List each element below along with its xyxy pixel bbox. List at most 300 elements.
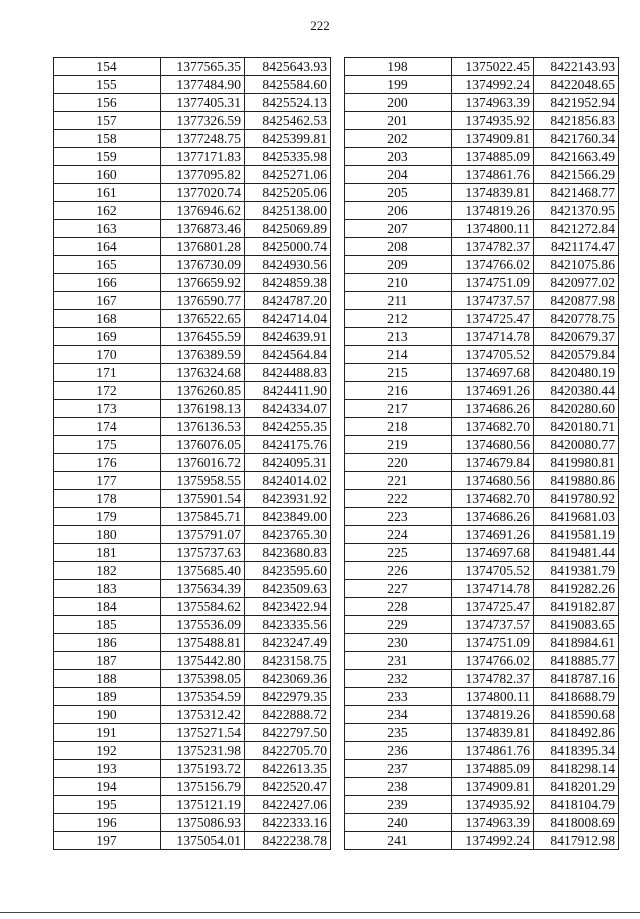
table-row	[54, 670, 331, 688]
point-number-cell: 233	[345, 688, 452, 706]
y-coordinate-cell: 8422979.35	[245, 688, 331, 706]
y-coordinate-cell: 8419880.86	[534, 472, 619, 490]
point-number-cell: 177	[54, 472, 161, 490]
x-coordinate-cell: 1376590.77	[161, 292, 245, 310]
point-number-cell: 212	[345, 310, 452, 328]
x-coordinate-cell: 1376389.59	[161, 346, 245, 364]
table-row	[54, 364, 331, 382]
x-coordinate-cell: 1374992.24	[452, 832, 534, 850]
x-coordinate-cell: 1374705.52	[452, 346, 534, 364]
table-row	[345, 382, 619, 400]
y-coordinate-cell: 8425271.06	[245, 166, 331, 184]
table-row	[345, 292, 619, 310]
x-coordinate-cell: 1376076.05	[161, 436, 245, 454]
y-coordinate-cell: 8418492.86	[534, 724, 619, 742]
point-number-cell: 165	[54, 256, 161, 274]
point-number-cell: 198	[345, 58, 452, 76]
x-coordinate-cell: 1375022.45	[452, 58, 534, 76]
point-number-cell: 181	[54, 544, 161, 562]
y-coordinate-cell: 8421952.94	[534, 94, 619, 112]
table-row	[54, 562, 331, 580]
y-coordinate-cell: 8424930.56	[245, 256, 331, 274]
x-coordinate-cell: 1374992.24	[452, 76, 534, 94]
x-coordinate-cell: 1374935.92	[452, 112, 534, 130]
table-row	[54, 706, 331, 724]
table-row	[54, 346, 331, 364]
y-coordinate-cell: 8421856.83	[534, 112, 619, 130]
point-number-cell: 161	[54, 184, 161, 202]
x-coordinate-cell: 1374714.78	[452, 580, 534, 598]
y-coordinate-cell: 8423422.94	[245, 598, 331, 616]
point-number-cell: 154	[54, 58, 161, 76]
table-row	[54, 454, 331, 472]
point-number-cell: 184	[54, 598, 161, 616]
x-coordinate-cell: 1375442.80	[161, 652, 245, 670]
table-row	[345, 274, 619, 292]
x-coordinate-cell: 1374725.47	[452, 598, 534, 616]
point-number-cell: 157	[54, 112, 161, 130]
point-number-cell: 164	[54, 238, 161, 256]
x-coordinate-cell: 1374680.56	[452, 436, 534, 454]
x-coordinate-cell: 1374751.09	[452, 634, 534, 652]
table-row	[345, 148, 619, 166]
x-coordinate-cell: 1376659.92	[161, 274, 245, 292]
x-coordinate-cell: 1374861.76	[452, 166, 534, 184]
table-row	[345, 472, 619, 490]
point-number-cell: 168	[54, 310, 161, 328]
x-coordinate-cell: 1377326.59	[161, 112, 245, 130]
y-coordinate-cell: 8421663.49	[534, 148, 619, 166]
point-number-cell: 201	[345, 112, 452, 130]
bottom-rule	[0, 912, 640, 913]
table-row	[54, 598, 331, 616]
y-coordinate-cell: 8421370.95	[534, 202, 619, 220]
point-number-cell: 237	[345, 760, 452, 778]
x-coordinate-cell: 1374935.92	[452, 796, 534, 814]
y-coordinate-cell: 8420877.98	[534, 292, 619, 310]
y-coordinate-cell: 8425205.06	[245, 184, 331, 202]
x-coordinate-cell: 1377171.83	[161, 148, 245, 166]
table-row	[345, 94, 619, 112]
y-coordinate-cell: 8418885.77	[534, 652, 619, 670]
x-coordinate-cell: 1377248.75	[161, 130, 245, 148]
x-coordinate-cell: 1374782.37	[452, 670, 534, 688]
table-row	[54, 778, 331, 796]
table-row	[54, 256, 331, 274]
x-coordinate-cell: 1376136.53	[161, 418, 245, 436]
point-number-cell: 197	[54, 832, 161, 850]
x-coordinate-cell: 1377020.74	[161, 184, 245, 202]
y-coordinate-cell: 8424488.83	[245, 364, 331, 382]
y-coordinate-cell: 8420977.02	[534, 274, 619, 292]
table-row	[54, 760, 331, 778]
x-coordinate-cell: 1376198.13	[161, 400, 245, 418]
y-coordinate-cell: 8418201.29	[534, 778, 619, 796]
point-number-cell: 211	[345, 292, 452, 310]
y-coordinate-cell: 8425000.74	[245, 238, 331, 256]
y-coordinate-cell: 8424095.31	[245, 454, 331, 472]
table-row	[54, 274, 331, 292]
y-coordinate-cell: 8420480.19	[534, 364, 619, 382]
point-number-cell: 210	[345, 274, 452, 292]
point-number-cell: 162	[54, 202, 161, 220]
y-coordinate-cell: 8419681.03	[534, 508, 619, 526]
table-row	[54, 418, 331, 436]
point-number-cell: 159	[54, 148, 161, 166]
point-number-cell: 217	[345, 400, 452, 418]
y-coordinate-cell: 8423509.63	[245, 580, 331, 598]
table-row	[345, 832, 619, 850]
x-coordinate-cell: 1376522.65	[161, 310, 245, 328]
table-row	[54, 130, 331, 148]
x-coordinate-cell: 1375312.42	[161, 706, 245, 724]
point-number-cell: 173	[54, 400, 161, 418]
table-row	[345, 346, 619, 364]
y-coordinate-cell: 8424639.91	[245, 328, 331, 346]
point-number-cell: 169	[54, 328, 161, 346]
x-coordinate-cell: 1376260.85	[161, 382, 245, 400]
table-row	[345, 670, 619, 688]
point-number-cell: 230	[345, 634, 452, 652]
table-row	[54, 400, 331, 418]
table-row	[345, 706, 619, 724]
x-coordinate-cell: 1375354.59	[161, 688, 245, 706]
table-row	[54, 94, 331, 112]
point-number-cell: 209	[345, 256, 452, 274]
table-row	[54, 76, 331, 94]
table-row	[345, 400, 619, 418]
x-coordinate-cell: 1375193.72	[161, 760, 245, 778]
x-coordinate-cell: 1374725.47	[452, 310, 534, 328]
x-coordinate-cell: 1374691.26	[452, 526, 534, 544]
table-row	[345, 76, 619, 94]
x-coordinate-cell: 1376873.46	[161, 220, 245, 238]
table-row	[345, 814, 619, 832]
y-coordinate-cell: 8424859.38	[245, 274, 331, 292]
table-row	[345, 796, 619, 814]
y-coordinate-cell: 8424411.90	[245, 382, 331, 400]
point-number-cell: 241	[345, 832, 452, 850]
y-coordinate-cell: 8419381.79	[534, 562, 619, 580]
point-number-cell: 186	[54, 634, 161, 652]
point-number-cell: 188	[54, 670, 161, 688]
x-coordinate-cell: 1374697.68	[452, 544, 534, 562]
table-row	[54, 148, 331, 166]
point-number-cell: 225	[345, 544, 452, 562]
x-coordinate-cell: 1377484.90	[161, 76, 245, 94]
y-coordinate-cell: 8418688.79	[534, 688, 619, 706]
y-coordinate-cell: 8422333.16	[245, 814, 331, 832]
point-number-cell: 199	[345, 76, 452, 94]
x-coordinate-cell: 1374705.52	[452, 562, 534, 580]
x-coordinate-cell: 1375536.09	[161, 616, 245, 634]
x-coordinate-cell: 1376324.68	[161, 364, 245, 382]
point-number-cell: 234	[345, 706, 452, 724]
y-coordinate-cell: 8425335.98	[245, 148, 331, 166]
point-number-cell: 178	[54, 490, 161, 508]
table-row	[345, 58, 619, 76]
point-number-cell: 195	[54, 796, 161, 814]
y-coordinate-cell: 8420380.44	[534, 382, 619, 400]
table-row	[345, 166, 619, 184]
y-coordinate-cell: 8423158.75	[245, 652, 331, 670]
x-coordinate-cell: 1374686.26	[452, 400, 534, 418]
x-coordinate-cell: 1374691.26	[452, 382, 534, 400]
table-row	[345, 490, 619, 508]
y-coordinate-cell: 8424175.76	[245, 436, 331, 454]
x-coordinate-cell: 1374800.11	[452, 220, 534, 238]
table-row	[54, 310, 331, 328]
table-row	[54, 616, 331, 634]
table-row	[54, 166, 331, 184]
x-coordinate-cell: 1374697.68	[452, 364, 534, 382]
x-coordinate-cell: 1374963.39	[452, 94, 534, 112]
y-coordinate-cell: 8420280.60	[534, 400, 619, 418]
y-coordinate-cell: 8422427.06	[245, 796, 331, 814]
point-number-cell: 172	[54, 382, 161, 400]
point-number-cell: 218	[345, 418, 452, 436]
y-coordinate-cell: 8419980.81	[534, 454, 619, 472]
point-number-cell: 227	[345, 580, 452, 598]
point-number-cell: 189	[54, 688, 161, 706]
x-coordinate-cell: 1375054.01	[161, 832, 245, 850]
page-number: 222	[310, 18, 330, 33]
point-number-cell: 183	[54, 580, 161, 598]
x-coordinate-cell: 1375488.81	[161, 634, 245, 652]
x-coordinate-cell: 1376016.72	[161, 454, 245, 472]
table-row	[345, 724, 619, 742]
point-number-cell: 171	[54, 364, 161, 382]
point-number-cell: 179	[54, 508, 161, 526]
table-row	[345, 544, 619, 562]
y-coordinate-cell: 8418787.16	[534, 670, 619, 688]
x-coordinate-cell: 1375737.63	[161, 544, 245, 562]
y-coordinate-cell: 8422143.93	[534, 58, 619, 76]
y-coordinate-cell: 8422048.65	[534, 76, 619, 94]
x-coordinate-cell: 1375121.19	[161, 796, 245, 814]
x-coordinate-cell: 1375845.71	[161, 508, 245, 526]
point-number-cell: 182	[54, 562, 161, 580]
table-row	[54, 508, 331, 526]
point-number-cell: 176	[54, 454, 161, 472]
point-number-cell: 203	[345, 148, 452, 166]
coordinate-table-left	[53, 57, 331, 850]
point-number-cell: 166	[54, 274, 161, 292]
coordinate-table-right	[344, 57, 619, 850]
x-coordinate-cell: 1374679.84	[452, 454, 534, 472]
x-coordinate-cell: 1374782.37	[452, 238, 534, 256]
x-coordinate-cell: 1376730.09	[161, 256, 245, 274]
point-number-cell: 174	[54, 418, 161, 436]
point-number-cell: 224	[345, 526, 452, 544]
y-coordinate-cell: 8424787.20	[245, 292, 331, 310]
y-coordinate-cell: 8420679.37	[534, 328, 619, 346]
table-row	[54, 742, 331, 760]
y-coordinate-cell: 8423335.56	[245, 616, 331, 634]
point-number-cell: 206	[345, 202, 452, 220]
point-number-cell: 214	[345, 346, 452, 364]
point-number-cell: 238	[345, 778, 452, 796]
y-coordinate-cell: 8422238.78	[245, 832, 331, 850]
y-coordinate-cell: 8421272.84	[534, 220, 619, 238]
x-coordinate-cell: 1374751.09	[452, 274, 534, 292]
x-coordinate-cell: 1374839.81	[452, 724, 534, 742]
y-coordinate-cell: 8420778.75	[534, 310, 619, 328]
point-number-cell: 229	[345, 616, 452, 634]
y-coordinate-cell: 8421566.29	[534, 166, 619, 184]
point-number-cell: 235	[345, 724, 452, 742]
point-number-cell: 185	[54, 616, 161, 634]
point-number-cell: 193	[54, 760, 161, 778]
table-row	[345, 508, 619, 526]
table-row	[54, 58, 331, 76]
point-number-cell: 191	[54, 724, 161, 742]
y-coordinate-cell: 8420080.77	[534, 436, 619, 454]
y-coordinate-cell: 8423069.36	[245, 670, 331, 688]
point-number-cell: 222	[345, 490, 452, 508]
table-row	[345, 742, 619, 760]
point-number-cell: 163	[54, 220, 161, 238]
table-row	[345, 328, 619, 346]
table-row	[345, 418, 619, 436]
table-row	[345, 256, 619, 274]
y-coordinate-cell: 8425138.00	[245, 202, 331, 220]
point-number-cell: 202	[345, 130, 452, 148]
table-row	[54, 202, 331, 220]
y-coordinate-cell: 8417912.98	[534, 832, 619, 850]
y-coordinate-cell: 8425069.89	[245, 220, 331, 238]
y-coordinate-cell: 8423849.00	[245, 508, 331, 526]
x-coordinate-cell: 1377095.82	[161, 166, 245, 184]
table-row	[54, 382, 331, 400]
table-row	[54, 472, 331, 490]
x-coordinate-cell: 1374714.78	[452, 328, 534, 346]
y-coordinate-cell: 8419182.87	[534, 598, 619, 616]
point-number-cell: 155	[54, 76, 161, 94]
y-coordinate-cell: 8424334.07	[245, 400, 331, 418]
point-number-cell: 240	[345, 814, 452, 832]
table-row	[345, 562, 619, 580]
y-coordinate-cell: 8422520.47	[245, 778, 331, 796]
y-coordinate-cell: 8419581.19	[534, 526, 619, 544]
x-coordinate-cell: 1376801.28	[161, 238, 245, 256]
y-coordinate-cell: 8425462.53	[245, 112, 331, 130]
y-coordinate-cell: 8421174.47	[534, 238, 619, 256]
x-coordinate-cell: 1375901.54	[161, 490, 245, 508]
y-coordinate-cell: 8424014.02	[245, 472, 331, 490]
y-coordinate-cell: 8422705.70	[245, 742, 331, 760]
table-row	[345, 778, 619, 796]
x-coordinate-cell: 1375398.05	[161, 670, 245, 688]
table-row	[54, 634, 331, 652]
x-coordinate-cell: 1374680.56	[452, 472, 534, 490]
x-coordinate-cell: 1376946.62	[161, 202, 245, 220]
table-row	[54, 796, 331, 814]
point-number-cell: 219	[345, 436, 452, 454]
y-coordinate-cell: 8424564.84	[245, 346, 331, 364]
x-coordinate-cell: 1374839.81	[452, 184, 534, 202]
point-number-cell: 167	[54, 292, 161, 310]
y-coordinate-cell: 8425643.93	[245, 58, 331, 76]
point-number-cell: 180	[54, 526, 161, 544]
x-coordinate-cell: 1375634.39	[161, 580, 245, 598]
table-row	[54, 652, 331, 670]
x-coordinate-cell: 1375685.40	[161, 562, 245, 580]
y-coordinate-cell: 8425584.60	[245, 76, 331, 94]
x-coordinate-cell: 1374800.11	[452, 688, 534, 706]
y-coordinate-cell: 8424714.04	[245, 310, 331, 328]
x-coordinate-cell: 1375958.55	[161, 472, 245, 490]
point-number-cell: 205	[345, 184, 452, 202]
point-number-cell: 158	[54, 130, 161, 148]
point-number-cell: 204	[345, 166, 452, 184]
point-number-cell: 196	[54, 814, 161, 832]
point-number-cell: 200	[345, 94, 452, 112]
point-number-cell: 213	[345, 328, 452, 346]
table-row	[54, 436, 331, 454]
table-row	[54, 112, 331, 130]
point-number-cell: 228	[345, 598, 452, 616]
point-number-cell: 223	[345, 508, 452, 526]
y-coordinate-cell: 8419481.44	[534, 544, 619, 562]
point-number-cell: 207	[345, 220, 452, 238]
x-coordinate-cell: 1374819.26	[452, 202, 534, 220]
x-coordinate-cell: 1374909.81	[452, 778, 534, 796]
table-row	[345, 202, 619, 220]
x-coordinate-cell: 1375584.62	[161, 598, 245, 616]
table-row	[54, 292, 331, 310]
y-coordinate-cell: 8422797.50	[245, 724, 331, 742]
x-coordinate-cell: 1374682.70	[452, 418, 534, 436]
y-coordinate-cell: 8419780.92	[534, 490, 619, 508]
x-coordinate-cell: 1374682.70	[452, 490, 534, 508]
table-row	[54, 220, 331, 238]
y-coordinate-cell: 8423765.30	[245, 526, 331, 544]
table-row	[54, 238, 331, 256]
y-coordinate-cell: 8421075.86	[534, 256, 619, 274]
table-row	[54, 184, 331, 202]
table-row	[345, 364, 619, 382]
y-coordinate-cell: 8422888.72	[245, 706, 331, 724]
y-coordinate-cell: 8425399.81	[245, 130, 331, 148]
table-row	[54, 490, 331, 508]
y-coordinate-cell: 8422613.35	[245, 760, 331, 778]
point-number-cell: 187	[54, 652, 161, 670]
y-coordinate-cell: 8418104.79	[534, 796, 619, 814]
y-coordinate-cell: 8425524.13	[245, 94, 331, 112]
table-row	[345, 454, 619, 472]
x-coordinate-cell: 1374766.02	[452, 256, 534, 274]
x-coordinate-cell: 1375156.79	[161, 778, 245, 796]
point-number-cell: 232	[345, 670, 452, 688]
x-coordinate-cell: 1375791.07	[161, 526, 245, 544]
x-coordinate-cell: 1374885.09	[452, 760, 534, 778]
point-number-cell: 194	[54, 778, 161, 796]
point-number-cell: 220	[345, 454, 452, 472]
table-row	[54, 688, 331, 706]
point-number-cell: 221	[345, 472, 452, 490]
table-row	[345, 112, 619, 130]
table-row	[345, 616, 619, 634]
point-number-cell: 170	[54, 346, 161, 364]
point-number-cell: 215	[345, 364, 452, 382]
table-row	[345, 310, 619, 328]
y-coordinate-cell: 8423247.49	[245, 634, 331, 652]
x-coordinate-cell: 1375231.98	[161, 742, 245, 760]
x-coordinate-cell: 1374885.09	[452, 148, 534, 166]
table-row	[345, 688, 619, 706]
y-coordinate-cell: 8418395.34	[534, 742, 619, 760]
